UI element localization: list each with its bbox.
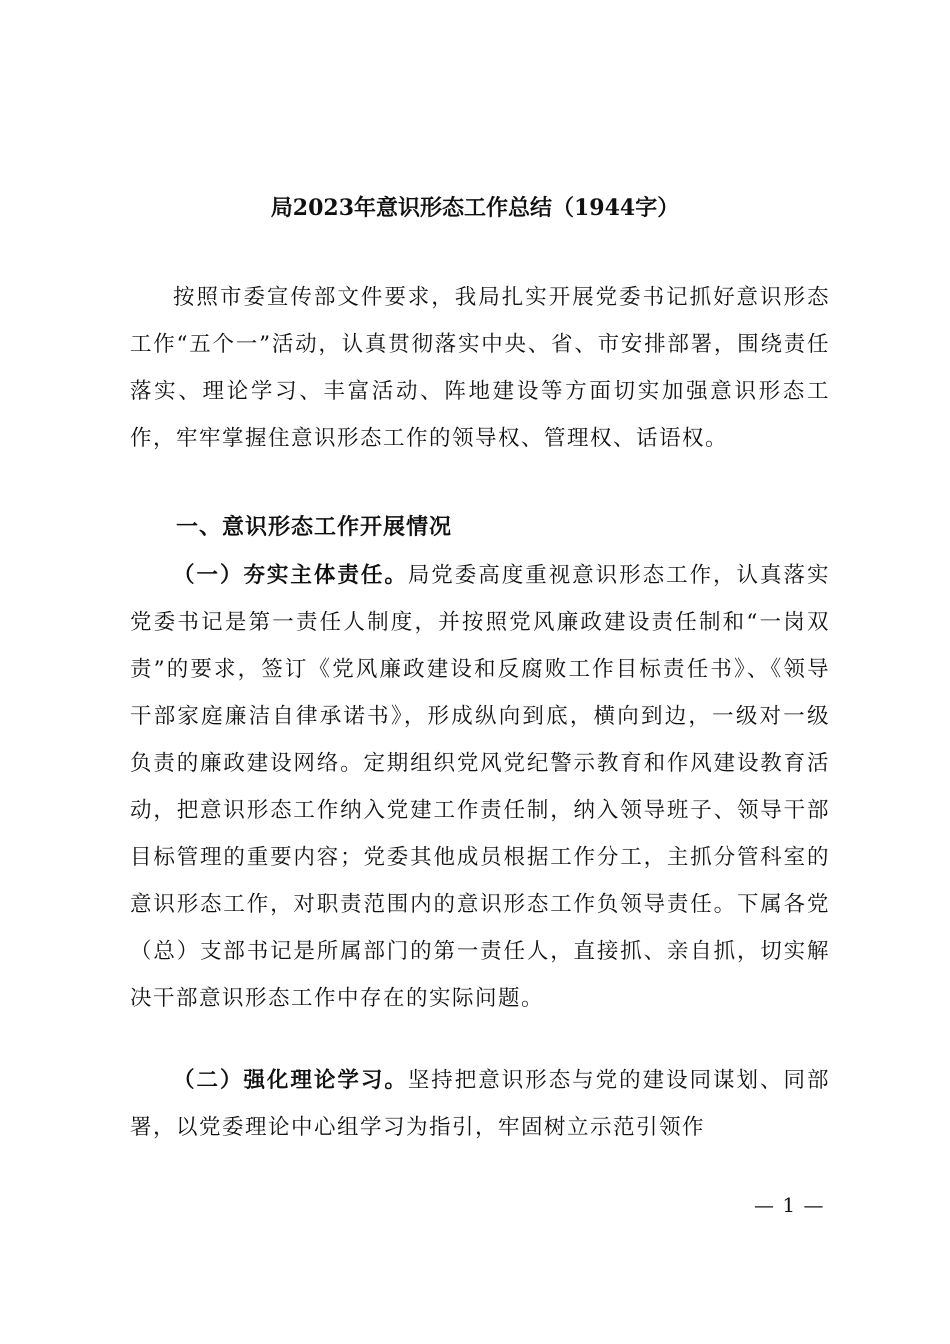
intro-paragraph-text: 按照市委宣传部文件要求，我局扎实开展党委书记抓好意识形态工作“五个一”活动，认真贯彻落实中央、省、市安排部署，围绕责任落实、理论学习、丰富活动、阵地建设等方面切实加强意识形态工作，牢牢掌握住意识形态工作的领导权、管理权、话语权。 [130,285,830,451]
section-heading-1: 一、意识形态工作开展情况 [176,515,453,540]
intro-paragraph [130,274,830,462]
item-1-lead: （一）夯实主体责任。 [173,563,408,588]
paragraph-item-2 [130,1057,830,1151]
item-2-text: 坚持把意识形态与党的建设同谋划、同部署，以党委理论中心组学习为指引，牢固树立示范引领作 [130,1068,830,1140]
item-1-text: 局党委高度重视意识形态工作，认真落实党委书记是第一责任人制度，并按照党风廉政建设责任制和“一岗双责”的要求，签订《党风廉政建设和反腐败工作目标责任书》、《领导干部家庭廉洁自律承诺书》，形成纵向到底，横向到边，一级对一级负责的廉政建设网络。定期组织党风党纪警示教育和作风建设教育活动，把意识形态工作纳入党建工作责任制，纳入领导班子、领导干部目标管理的重要内容；党委其他成员根据工作分工，主抓分管科室的意识形态工作，对职责范围内的意识形态工作负领导责任。下属各党（总）支部书记是所属部门的第一责任人，直接抓、亲自抓，切实解决干部意识形态工作中存在的实际问题。 [130,563,830,1011]
item-2-body [130,1057,830,1151]
item-1-body [130,552,830,1022]
item-2-lead: （二）强化理论学习。 [173,1068,408,1093]
document-title: 局2023年意识形态工作总结（1944字） [270,195,680,221]
paragraph-item-1 [130,552,830,1022]
page-number: — 1 — [754,1193,825,1217]
